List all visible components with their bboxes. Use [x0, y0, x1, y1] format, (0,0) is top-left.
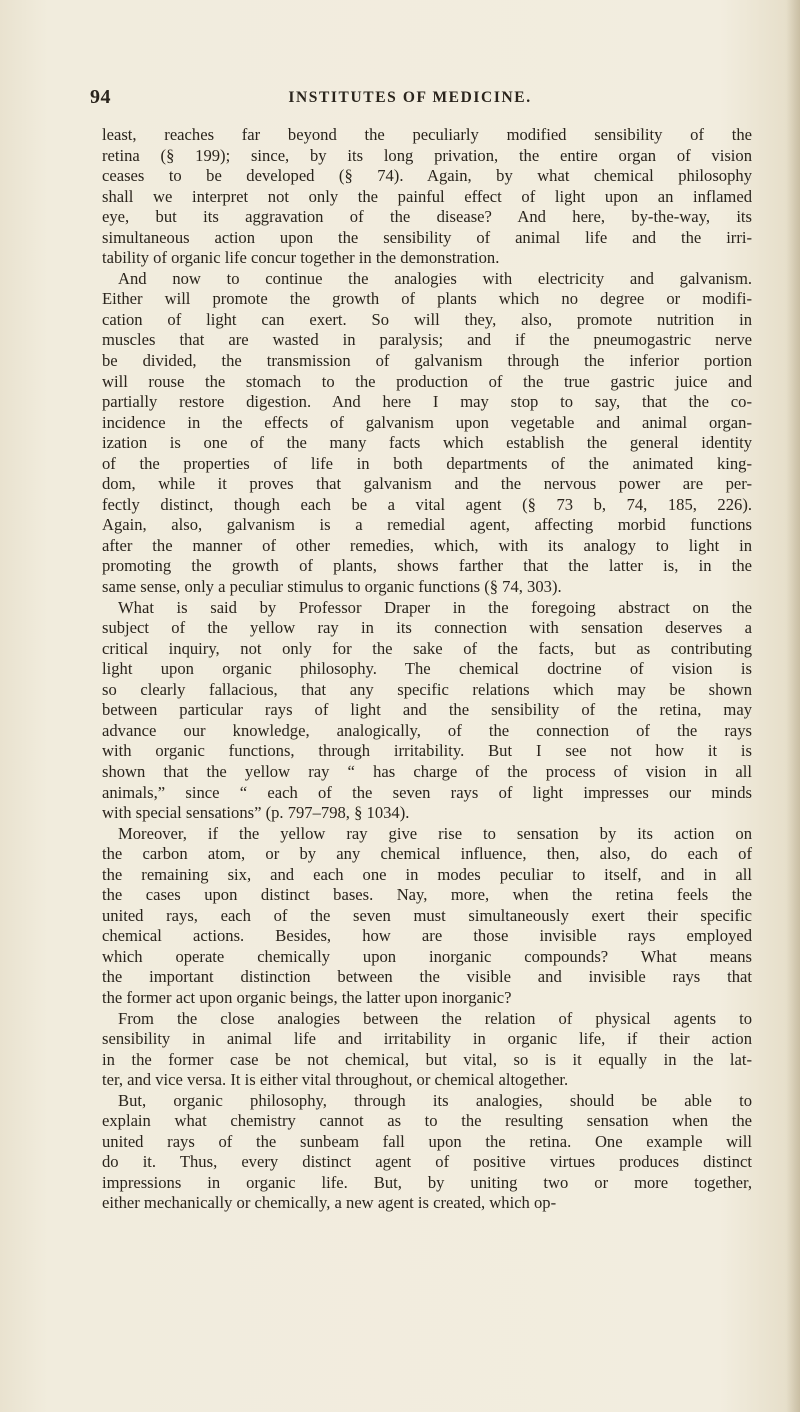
text-line: impressions in organic life. But, by uniting two or more together, — [102, 1172, 752, 1192]
text-line: be divided, the transmission of galvanism through the inferior portion — [102, 351, 752, 371]
paragraph — [102, 598, 752, 824]
text-line: the carbon atom, or by any chemical influence, then, also, do each of — [102, 844, 752, 864]
text-line: so clearly fallacious, that any specific relations which may be shown — [102, 679, 752, 699]
paragraph — [102, 1091, 752, 1214]
text-line: simultaneous action upon the sensibility of animal life and the irri- — [102, 227, 752, 247]
text-line: sensibility in animal life and irritability in organic life, if their action — [102, 1029, 752, 1049]
text-line: fectly distinct, though each be a vital agent (§ 73 b, 74, 185, 226). — [102, 494, 752, 514]
text-line: Again, also, galvanism is a remedial agent, affecting morbid functions — [102, 515, 752, 535]
text-line: of the properties of life in both departments of the animated king- — [102, 453, 752, 473]
text-line: eye, but its aggravation of the disease? And here, by-the-way, its — [102, 207, 752, 227]
text-line: between particular rays of light and the sensibility of the retina, may — [102, 700, 752, 720]
text-line: dom, while it proves that galvanism and the nervous power are per- — [102, 474, 752, 494]
text-line: muscles that are wasted in paralysis; and if the pneumogastric nerve — [102, 330, 752, 350]
text-line: critical inquiry, not only for the sake of the facts, but as contributing — [102, 638, 752, 658]
text-line: Either will promote the growth of plants which no degree or modifi- — [102, 289, 752, 309]
text-line: in the former case be not chemical, but vital, so is it equally in the lat- — [102, 1049, 752, 1069]
paragraph — [102, 125, 752, 269]
text-line: after the manner of other remedies, which, with its analogy to light in — [102, 535, 752, 555]
text-line: advance our knowledge, analogically, of the connection of the rays — [102, 720, 752, 740]
text-line: which operate chemically upon inorganic compounds? What means — [102, 946, 752, 966]
text-line: do it. Thus, every distinct agent of positive virtues produces distinct — [102, 1152, 752, 1172]
text-line: chemical actions. Besides, how are those invisible rays employed — [102, 926, 752, 946]
text-line: ceases to be developed (§ 74). Again, by what chemical philosophy — [102, 166, 752, 186]
text-line: shown that the yellow ray “ has charge of the process of vision in all — [102, 761, 752, 781]
running-head: INSTITUTES OF MEDICINE. — [288, 89, 532, 106]
text-line: light upon organic philosophy. The chemical doctrine of vision is — [102, 659, 752, 679]
text-line: with special sensations” (p. 797–798, § 1034). — [102, 803, 410, 823]
text-line: promoting the growth of plants, shows farther that the latter is, in the — [102, 556, 752, 576]
text-line: the former act upon organic beings, the latter upon inorganic? — [102, 987, 512, 1007]
text-line: animals,” since “ each of the seven rays of light impresses our minds — [102, 782, 752, 802]
text-line: retina (§ 199); since, by its long privation, the entire organ of vision — [102, 145, 752, 165]
text-line: explain what chemistry cannot as to the resulting sensation when the — [102, 1111, 752, 1131]
text-line: From the close analogies between the relation of physical agents to — [118, 1008, 752, 1028]
text-line: least, reaches far beyond the peculiarly modified sensibility of the — [102, 125, 752, 144]
text-line: the cases upon distinct bases. Nay, more, when the retina feels the — [102, 885, 752, 905]
paragraph — [102, 269, 752, 598]
text-line: ter, and vice versa. It is either vital throughout, or chemical altogether. — [102, 1070, 569, 1090]
page-edge-shadow — [786, 0, 800, 1412]
text-line: either mechanically or chemically, a new agent is created, which op- — [102, 1193, 557, 1213]
text-line: the remaining six, and each one in modes peculiar to itself, and in all — [102, 864, 752, 884]
text-line: ization is one of the many facts which establish the general identity — [102, 433, 752, 453]
text-line: What is said by Professor Draper in the foregoing abstract on the — [118, 597, 752, 617]
text-line: subject of the yellow ray in its connection with sensation deserves a — [102, 618, 752, 638]
page-number: 94 — [90, 86, 111, 108]
text-line: shall we interpret not only the painful effect of light upon an inflamed — [102, 186, 752, 206]
body-text — [102, 125, 752, 1214]
paragraph — [102, 824, 752, 1009]
text-line: But, organic philosophy, through its analogies, should be able to — [118, 1090, 752, 1110]
text-line: same sense, only a peculiar stimulus to organic functions (§ 74, 303). — [102, 577, 562, 597]
page-header — [90, 86, 730, 112]
text-line: partially restore digestion. And here I may stop to say, that the co- — [102, 392, 752, 412]
text-line: will rouse the stomach to the production of the true gastric juice and — [102, 371, 752, 391]
text-line: with organic functions, through irritability. But I see not how it is — [102, 741, 752, 761]
text-line: the important distinction between the visible and invisible rays that — [102, 967, 752, 987]
text-line: tability of organic life concur together in the demonstration. — [102, 248, 500, 268]
paragraph — [102, 1009, 752, 1091]
text-line: And now to continue the analogies with electricity and galvanism. — [118, 268, 752, 288]
text-line: Moreover, if the yellow ray give rise to sensation by its action on — [118, 823, 752, 843]
text-line: united rays of the sunbeam fall upon the retina. One example will — [102, 1131, 752, 1151]
text-line: incidence in the effects of galvanism upon vegetable and animal organ- — [102, 412, 752, 432]
text-line: united rays, each of the seven must simultaneously exert their specific — [102, 905, 752, 925]
text-line: cation of light can exert. So will they, also, promote nutrition in — [102, 309, 752, 329]
